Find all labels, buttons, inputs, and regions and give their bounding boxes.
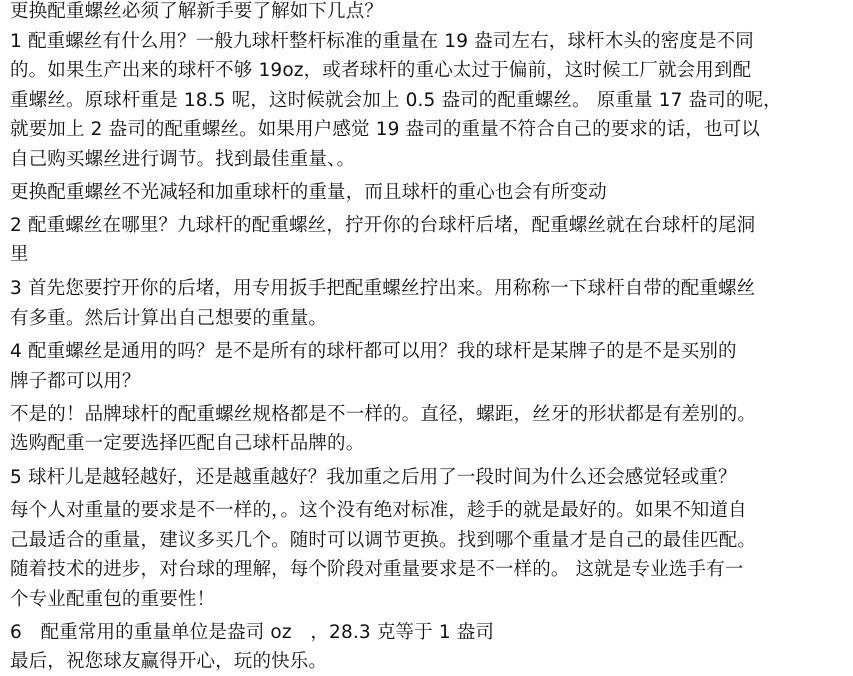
text-line: 个专业配重包的重要性！ (10, 589, 216, 610)
text-line: 2 配重螺丝在哪里？九球杆的配重螺丝，拧开你的台球杆后堵，配重螺丝就在台球杆的尾洞 (10, 215, 756, 236)
text-line: 重螺丝。原球杆重是 18.5 呢，这时候就会加上 0.5 盎司的配重螺丝。 原重量 17 盎司的呢， (10, 90, 782, 111)
text-line: 5 球杆儿是越轻越好，还是越重越好？我加重之后用了一段时间为什么还会感觉轻或重？ (10, 467, 737, 488)
text-line: 己最适合的重量，建议多买几个。随时可以调节更换。找到哪个重量才是自己的最佳匹配。 (10, 530, 757, 551)
text-line: 更换配重螺丝不光减轻和加重球杆的重量，而且球杆的重心也会有所变动 (10, 182, 607, 203)
text-line: 不是的！品牌球杆的配重螺丝规格都是不一样的。直径，螺距，丝牙的形状都是有差别的。 (10, 404, 757, 425)
text-line: 就要加上 2 盎司的配重螺丝。如果用户感觉 19 盎司的重量不符合自己的要求的话，也可以 (10, 119, 760, 140)
text-line: 自己购买螺丝进行调节。找到最佳重量、。 (10, 149, 356, 170)
text-line: 的。如果生产出来的球杆不够 19oz，或者球杆的重心太过于偏前，这时候工厂就会用到配 (10, 60, 752, 81)
text-line: 1 配重螺丝有什么用？一般九球杆整杆标准的重量在 19 盎司左右，球杆木头的密度是不同 (10, 31, 754, 52)
text-line: 有多重。然后计算出自己想要的重量。 (10, 308, 328, 329)
text-line: 更换配重螺丝必须了解新手要了解如下几点？ (10, 1, 384, 22)
text-line: 3 首先您要拧开你的后堵，用专用扳手把配重螺丝拧出来。用称称一下球杆自带的配重螺丝 (10, 278, 756, 299)
text-line: 随着技术的进步，对台球的理解，每个阶段对重量要求是不一样的。 这就是专业选手有一 (10, 559, 744, 580)
text-line: 牌子都可以用？ (10, 371, 141, 392)
text-line: 最后，祝您球友赢得开心，玩的快乐。 (10, 651, 328, 672)
text-line: 选购配重一定要选择匹配自己球杆品牌的。 (10, 433, 365, 454)
text-line: 每个人对重量的要求是不一样的，。这个没有绝对标准，趁手的就是最好的。如果不知道自 (10, 500, 747, 521)
text-line: 6 配重常用的重量单位是盎司 oz ，28.3 克等于 1 盎司 (10, 622, 495, 643)
text-line: 4 配重螺丝是通用的吗？是不是所有的球杆都可以用？我的球杆是某牌子的是不是买别的 (10, 341, 737, 362)
text-line: 里 (10, 244, 29, 265)
